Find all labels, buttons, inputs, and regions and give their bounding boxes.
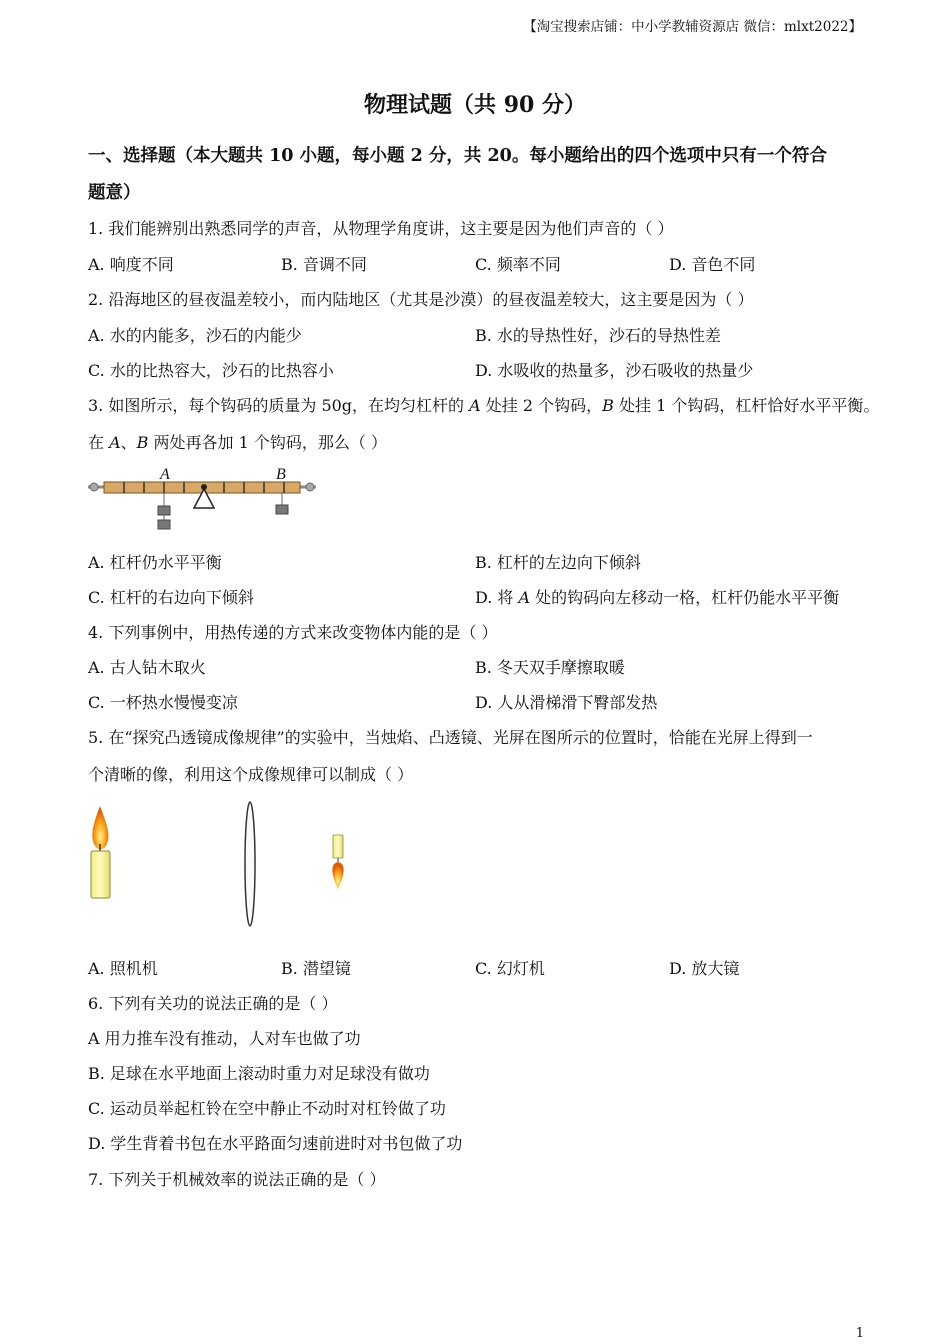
- q6-option-b: B. 足球在水平地面上滚动时重力对足球没有做功: [88, 1064, 430, 1083]
- q6-option-c: C. 运动员举起杠铃在空中静止不动时对杠铃做了功: [88, 1099, 446, 1118]
- q1-option-c: C. 频率不同: [475, 255, 561, 274]
- q4-option-c: C. 一杯热水慢慢变凉: [88, 693, 238, 712]
- question-2-stem: 2. 沿海地区的昼夜温差较小，而内陆地区（尤其是沙漠）的昼夜温差较大，这主要是因为（ ）: [88, 290, 754, 309]
- q3-text: 、: [120, 433, 137, 452]
- question-1-stem: 1. 我们能辨别出熟悉同学的声音，从物理学角度讲，这主要是因为他们声音的（ ）: [88, 219, 674, 238]
- lever-figure: [86, 462, 326, 534]
- q3-optd-text: 处的钩码向左移动一格，杠杆仍能水平平衡: [530, 588, 840, 607]
- section-heading-line1: 一、选择题（本大题共 10 小题，每小题 2 分，共 20。每小题给出的四个选项中只有一个符合: [88, 146, 827, 166]
- q3-text: 两处再各加 1 个钩码，那么（ ）: [148, 433, 387, 452]
- q5-option-a: A. 照机机: [88, 959, 158, 978]
- q3-text: 3. 如图所示，每个钩码的质量为 50g，在均匀杠杆的: [88, 396, 470, 415]
- q3-var-a: A: [469, 396, 481, 415]
- q3-option-a: A. 杠杆仍水平平衡: [88, 553, 222, 572]
- weight: [158, 520, 170, 529]
- q3-option-b: B. 杠杆的左边向下倾斜: [475, 553, 641, 572]
- q4-option-b: B. 冬天双手摩擦取暖: [475, 658, 625, 677]
- page-header: 【淘宝搜索店铺：中小学教辅资源店 微信：mlxt2022】: [523, 19, 862, 35]
- image-candle: [333, 835, 343, 858]
- weight: [158, 506, 170, 515]
- q4-option-a: A. 古人钻木取火: [88, 658, 206, 677]
- question-3-stem-line1: [88, 396, 879, 416]
- q3-var-b: B: [136, 433, 149, 452]
- question-3-stem-line2: [88, 433, 387, 453]
- label-b: B: [276, 466, 286, 483]
- lever-end-left: [90, 483, 98, 491]
- q3-var-b: B: [602, 396, 614, 415]
- question-5-stem-line1: 5. 在“探究凸透镜成像规律”的实验中，当烛焰、凸透镜、光屏在图所示的位置时，恰能在光屏上得到一: [88, 728, 813, 747]
- q5-option-c: C. 幻灯机: [475, 959, 545, 978]
- q3-text: 在: [88, 433, 110, 452]
- q3-text: 处挂 1 个钩码，杠杆恰好水平平衡。: [613, 396, 880, 415]
- q1-option-d: D. 音色不同: [669, 255, 756, 274]
- q3-option-d: [475, 588, 839, 608]
- candle-flame: [92, 806, 108, 849]
- page-title: 物理试题（共 90 分）: [364, 92, 586, 118]
- q3-var-a: A: [109, 433, 121, 452]
- page-number: 1: [855, 1326, 864, 1341]
- q3-optd-text: D. 将: [475, 588, 519, 607]
- q3-optd-var: A: [518, 588, 531, 607]
- question-6-stem: 6. 下列有关功的说法正确的是（ ）: [88, 994, 338, 1013]
- convex-lens: [245, 802, 255, 926]
- q4-option-d: D. 人从滑梯滑下臀部发热: [475, 693, 658, 712]
- lever-end-right: [306, 483, 314, 491]
- q2-option-c: C. 水的比热容大，沙石的比热容小: [88, 361, 334, 380]
- candle: [91, 851, 110, 898]
- q1-option-b: B. 音调不同: [281, 255, 367, 274]
- q6-option-a: A 用力推车没有推动，人对车也做了功: [88, 1029, 361, 1048]
- q2-option-b: B. 水的导热性好，沙石的导热性差: [475, 326, 721, 345]
- q2-option-d: D. 水吸收的热量多，沙石吸收的热量少: [475, 361, 754, 380]
- lens-experiment-figure: [84, 800, 364, 932]
- q3-option-c: C. 杠杆的右边向下倾斜: [88, 588, 254, 607]
- image-flame: [332, 862, 343, 889]
- question-7-stem: 7. 下列关于机械效率的说法正确的是（ ）: [88, 1170, 386, 1189]
- q3-text: 处挂 2 个钩码，: [480, 396, 603, 415]
- section-heading-line2: 题意）: [88, 183, 141, 203]
- weight: [276, 505, 288, 514]
- label-a: A: [160, 466, 170, 483]
- question-5-stem-line2: 个清晰的像，利用这个成像规律可以制成（ ）: [88, 765, 414, 784]
- q1-option-a: A. 响度不同: [88, 255, 174, 274]
- q5-option-d: D. 放大镜: [669, 959, 740, 978]
- question-4-stem: 4. 下列事例中，用热传递的方式来改变物体内能的是（ ）: [88, 623, 498, 642]
- q5-option-b: B. 潜望镜: [281, 959, 351, 978]
- q2-option-a: A. 水的内能多，沙石的内能少: [88, 326, 302, 345]
- q6-option-d: D. 学生背着书包在水平路面匀速前进时对书包做了功: [88, 1134, 463, 1153]
